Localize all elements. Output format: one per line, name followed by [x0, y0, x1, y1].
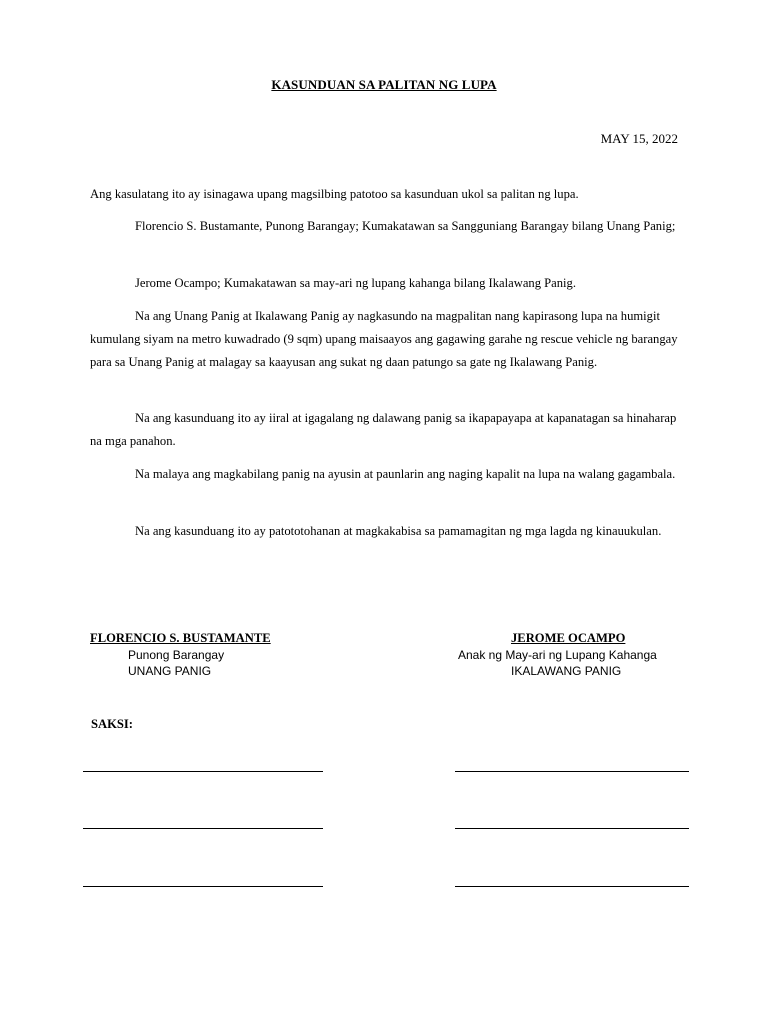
paragraph-agreement: Na ang Unang Panig at Ikalawang Panig ay nagkasundo na magpalitan nang kapirasong lupa na humigit kumulang siyam na metro kuwadrado (9 sqm) upang maisaayos ang gagawing garahe ng rescue vehicle ng barangay para sa Unang Panig at malagay sa kaayusan ang sukat ng daan patungo sa gate ng Ikalawang Panig.	[90, 309, 678, 369]
paragraph-effectivity: Na ang kasunduang ito ay patototohanan at magkakabisa sa pamamagitan ng mga lagda ng kinauukulan.	[135, 524, 662, 538]
witness-signature-line	[455, 886, 689, 887]
witness-signature-line	[455, 828, 689, 829]
witness-signature-line	[83, 771, 323, 772]
paragraph-intro: Ang kasulatang ito ay isinagawa upang magsilbing patotoo sa kasunduan ukol sa palitan ng lupa.	[90, 187, 579, 201]
second-signatory-name: JEROME OCAMPO	[511, 631, 626, 645]
second-signatory-party: IKALAWANG PANIG	[511, 664, 622, 678]
paragraph-first-party: Florencio S. Bustamante, Punong Barangay; Kumakatawan sa Sangguniang Barangay bilang Unang Panig;	[135, 219, 676, 233]
document-date: MAY 15, 2022	[600, 131, 678, 146]
first-signatory-name: FLORENCIO S. BUSTAMANTE	[90, 631, 271, 645]
witness-signature-line	[83, 828, 323, 829]
witness-signature-line	[455, 771, 689, 772]
document-title: KASUNDUAN SA PALITAN NG LUPA	[271, 77, 497, 92]
witness-label: SAKSI:	[91, 717, 133, 731]
second-signatory-position: Anak ng May-ari ng Lupang Kahanga	[458, 648, 657, 662]
first-signatory-party: UNANG PANIG	[128, 664, 212, 678]
first-signatory-position: Punong Barangay	[128, 648, 225, 662]
paragraph-freedom: Na malaya ang magkabilang panig na ayusin at paunlarin ang naging kapalit na lupa na walang gagambala.	[135, 467, 676, 481]
paragraph-validity: Na ang kasunduang ito ay iiral at igagalang ng dalawang panig sa ikapapayapa at kapanatagan sa hinaharap na mga panahon.	[90, 411, 677, 448]
witness-signature-line	[83, 886, 323, 887]
paragraph-second-party: Jerome Ocampo; Kumakatawan sa may-ari ng lupang kahanga bilang Ikalawang Panig.	[135, 276, 576, 290]
